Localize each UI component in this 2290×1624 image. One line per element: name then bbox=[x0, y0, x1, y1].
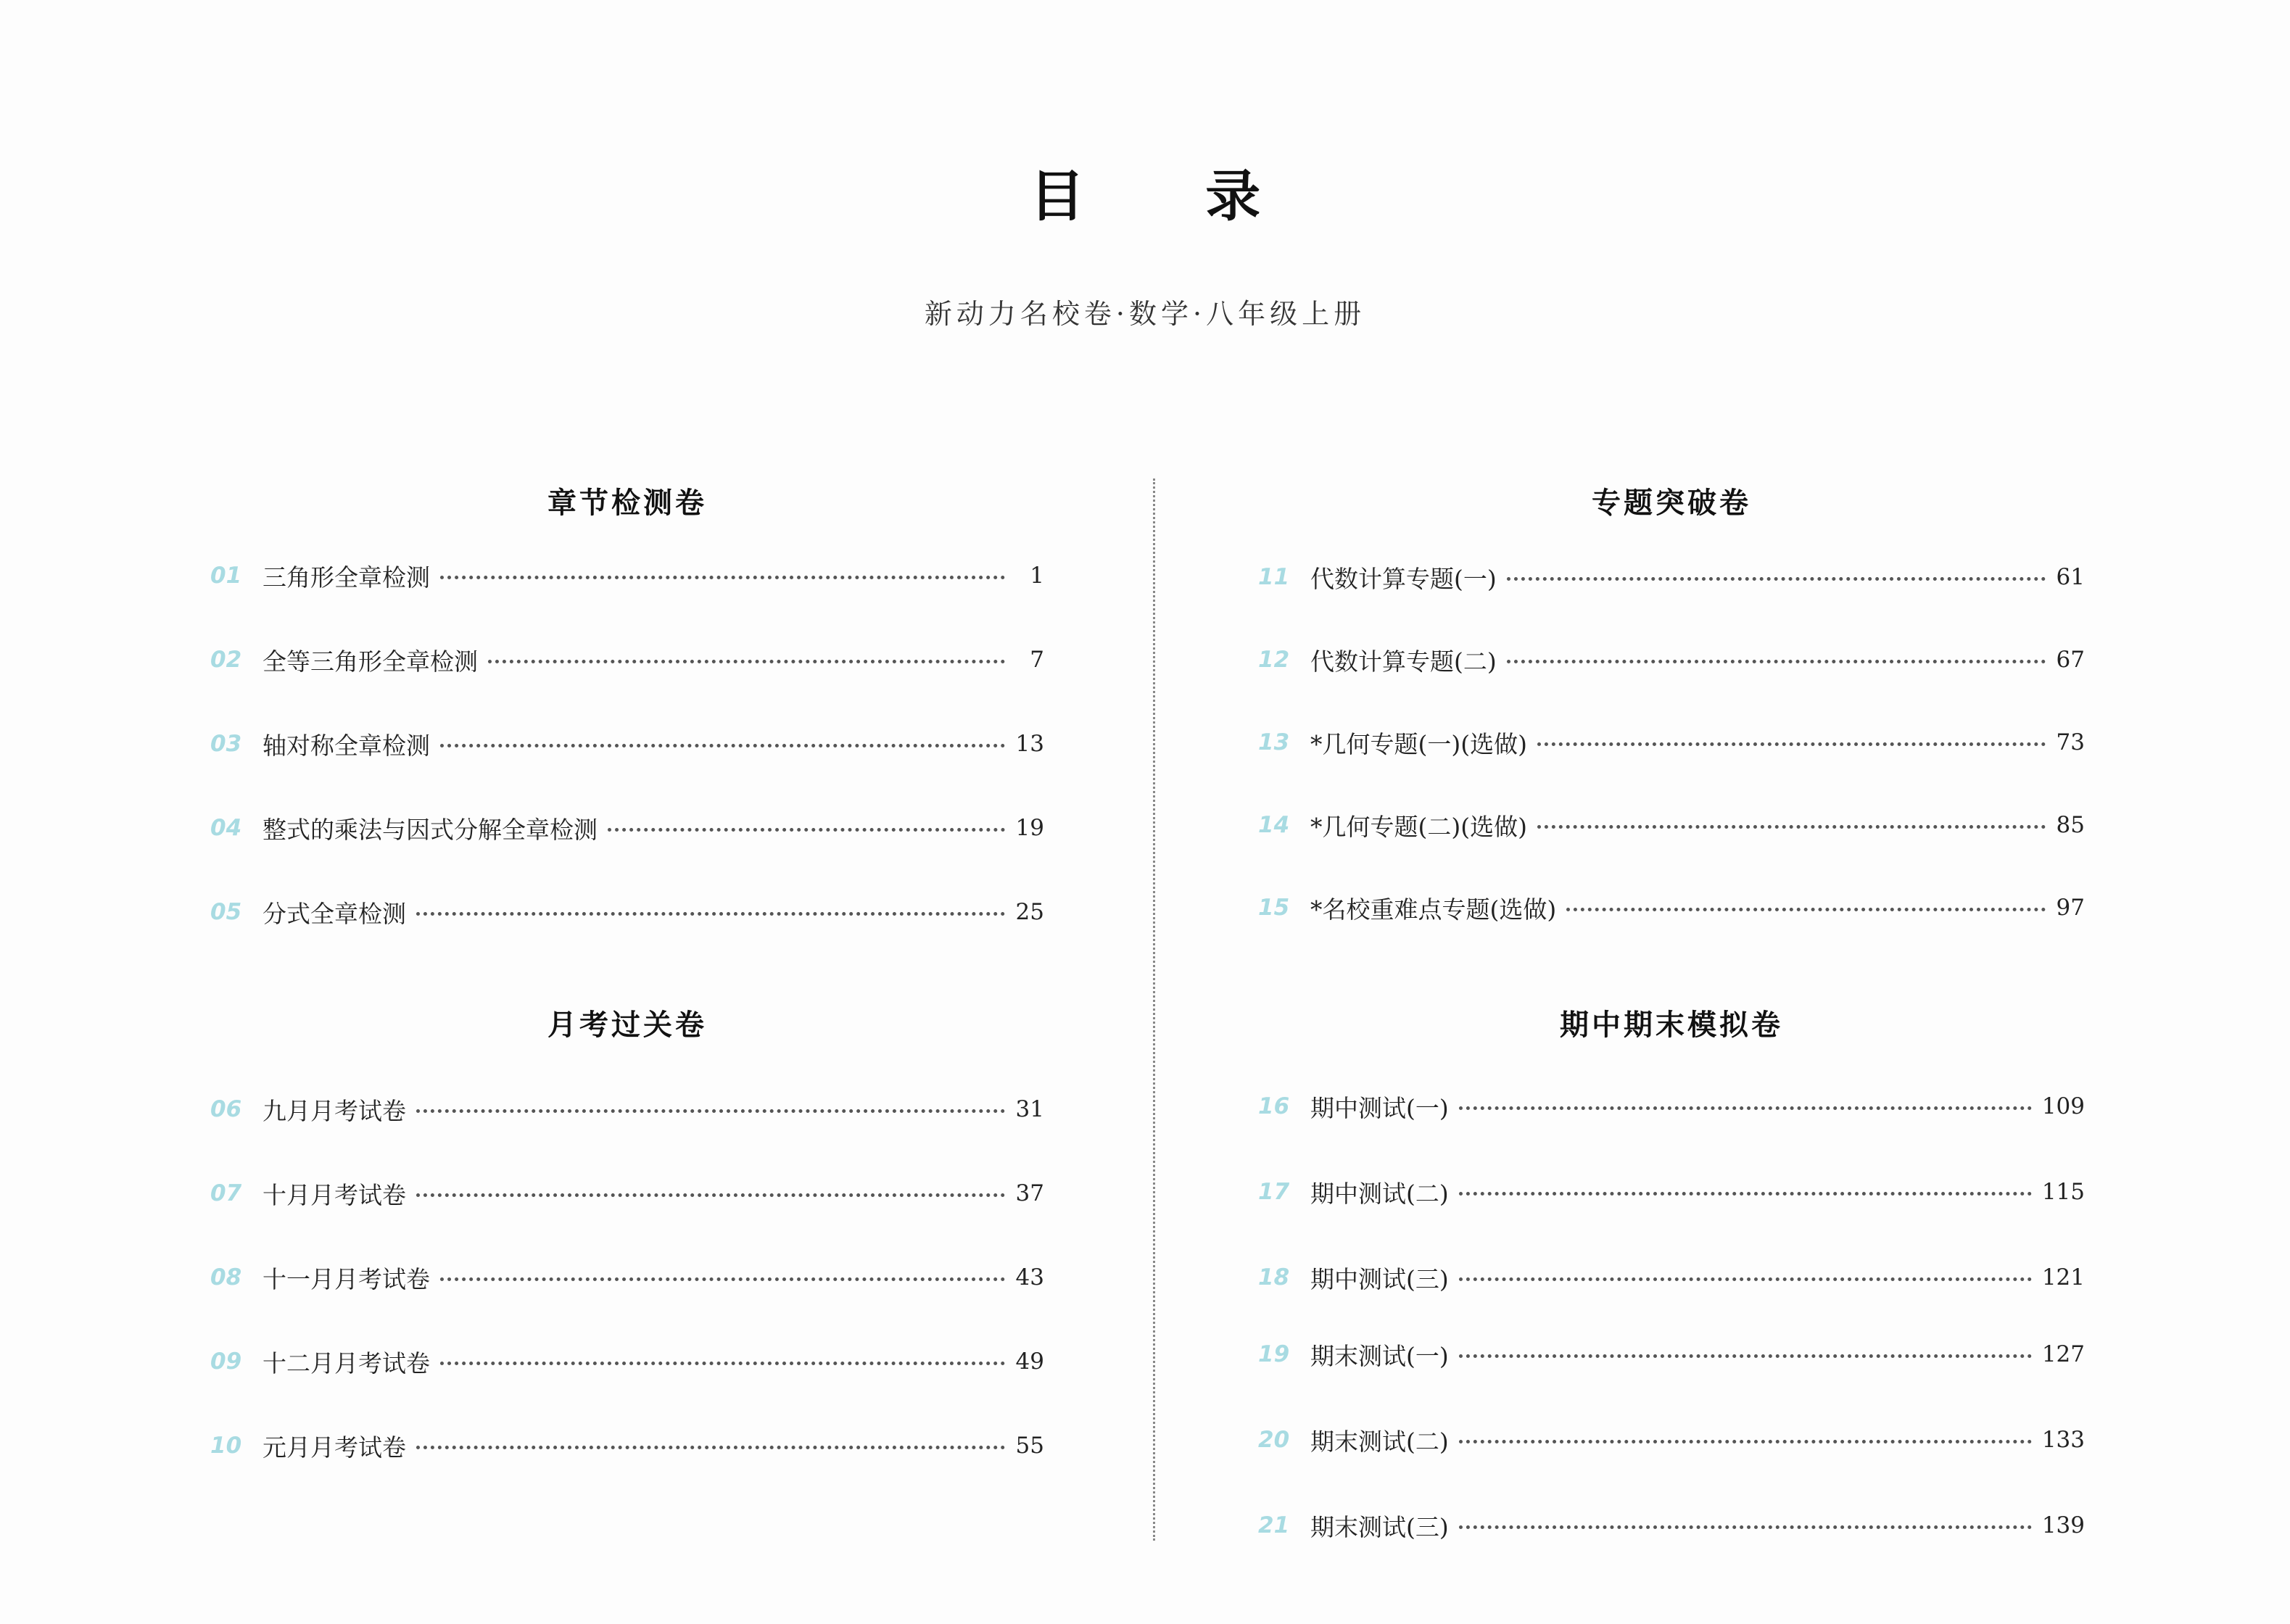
entry-page: 73 bbox=[2056, 729, 2085, 755]
entry-label: 分式全章检测 bbox=[263, 899, 406, 928]
dot-leader bbox=[1459, 1106, 2032, 1110]
entry-number: 01 bbox=[210, 563, 242, 589]
entry-label: 代数计算专题(二) bbox=[1310, 647, 1497, 676]
entry-label: 期中测试(二) bbox=[1310, 1179, 1449, 1208]
entry-page: 115 bbox=[2041, 1179, 2085, 1205]
toc-entry-11[interactable] bbox=[1258, 557, 2085, 597]
entry-label: 轴对称全章检测 bbox=[263, 731, 430, 760]
entry-label: 期末测试(一) bbox=[1310, 1341, 1449, 1370]
entry-number: 16 bbox=[1258, 1093, 1290, 1119]
entry-page: 7 bbox=[1030, 647, 1044, 673]
entry-number: 09 bbox=[210, 1348, 242, 1375]
entry-label: 期末测试(三) bbox=[1310, 1512, 1449, 1541]
entry-number: 11 bbox=[1258, 564, 1290, 590]
entry-number: 08 bbox=[210, 1264, 242, 1290]
toc-entry-14[interactable] bbox=[1258, 805, 2085, 845]
toc-entry-19[interactable] bbox=[1258, 1334, 2085, 1375]
entry-number: 13 bbox=[1258, 729, 1290, 755]
entry-number: 14 bbox=[1258, 812, 1290, 838]
toc-entry-01[interactable] bbox=[210, 555, 1044, 596]
entry-number: 17 bbox=[1258, 1179, 1290, 1205]
entry-label: 十二月月考试卷 bbox=[263, 1348, 430, 1378]
entry-number: 02 bbox=[210, 647, 242, 673]
entry-label: 期末测试(二) bbox=[1310, 1427, 1449, 1456]
entry-page: 109 bbox=[2041, 1093, 2085, 1119]
dot-leader bbox=[416, 1446, 1005, 1449]
toc-entry-10[interactable] bbox=[210, 1425, 1044, 1466]
toc-entry-02[interactable] bbox=[210, 639, 1044, 680]
entry-number: 20 bbox=[1258, 1427, 1290, 1453]
toc-entry-06[interactable] bbox=[210, 1089, 1044, 1130]
entry-number: 15 bbox=[1258, 895, 1290, 921]
entry-page: 127 bbox=[2041, 1341, 2085, 1367]
toc-entry-17[interactable] bbox=[1258, 1172, 2085, 1212]
dot-leader bbox=[440, 1362, 1005, 1365]
entry-label: 代数计算专题(一) bbox=[1310, 564, 1497, 593]
dot-leader bbox=[440, 1277, 1005, 1281]
dot-leader bbox=[1566, 908, 2046, 911]
toc-entry-03[interactable] bbox=[210, 724, 1044, 764]
toc-entry-18[interactable] bbox=[1258, 1257, 2085, 1298]
toc-entry-21[interactable] bbox=[1258, 1505, 2085, 1546]
entry-label: 期中测试(一) bbox=[1310, 1093, 1449, 1122]
entry-label: *几何专题(二)(选做) bbox=[1310, 812, 1527, 841]
entry-label: 三角形全章检测 bbox=[263, 563, 430, 592]
dot-leader bbox=[1459, 1192, 2032, 1196]
dot-leader bbox=[416, 912, 1005, 916]
dot-leader bbox=[440, 744, 1005, 747]
dot-leader bbox=[1507, 660, 2046, 663]
section-title-midterm-final: 期中期末模拟卷 bbox=[1560, 1008, 1783, 1042]
dot-leader bbox=[488, 660, 1005, 663]
entry-page: 121 bbox=[2041, 1264, 2085, 1290]
entry-page: 67 bbox=[2056, 647, 2085, 673]
entry-label: 九月月考试卷 bbox=[263, 1096, 406, 1125]
page-subtitle: 新动力名校卷·数学·八年级上册 bbox=[924, 298, 1366, 330]
entry-page: 139 bbox=[2041, 1512, 2085, 1538]
entry-label: 元月月考试卷 bbox=[263, 1433, 406, 1462]
entry-number: 05 bbox=[210, 899, 242, 925]
entry-number: 12 bbox=[1258, 647, 1290, 673]
dot-leader bbox=[1537, 825, 2046, 829]
entry-label: *几何专题(一)(选做) bbox=[1310, 729, 1527, 758]
dot-leader bbox=[1459, 1354, 2032, 1358]
entry-page: 55 bbox=[1015, 1433, 1044, 1459]
toc-entry-16[interactable] bbox=[1258, 1086, 2085, 1127]
entry-page: 31 bbox=[1015, 1096, 1044, 1122]
entry-page: 133 bbox=[2041, 1427, 2085, 1453]
entry-number: 07 bbox=[210, 1180, 242, 1206]
toc-entry-15[interactable] bbox=[1258, 887, 2085, 928]
toc-entry-05[interactable] bbox=[210, 892, 1044, 932]
dot-leader bbox=[416, 1193, 1005, 1197]
entry-number: 06 bbox=[210, 1096, 242, 1122]
entry-label: *名校重难点专题(选做) bbox=[1310, 895, 1557, 924]
toc-entry-04[interactable] bbox=[210, 808, 1044, 848]
entry-page: 49 bbox=[1015, 1348, 1044, 1375]
entry-number: 19 bbox=[1258, 1341, 1290, 1367]
entry-page: 85 bbox=[2056, 812, 2085, 838]
column-divider bbox=[1153, 478, 1155, 1541]
entry-number: 03 bbox=[210, 731, 242, 757]
section-title-monthly-tests: 月考过关卷 bbox=[547, 1008, 707, 1042]
toc-entry-08[interactable] bbox=[210, 1257, 1044, 1298]
dot-leader bbox=[1507, 577, 2046, 581]
entry-page: 13 bbox=[1015, 731, 1044, 757]
entry-number: 18 bbox=[1258, 1264, 1290, 1290]
entry-page: 19 bbox=[1015, 815, 1044, 841]
entry-page: 61 bbox=[2056, 564, 2085, 590]
page-title: 目 录 bbox=[1029, 164, 1312, 228]
entry-number: 04 bbox=[210, 815, 242, 841]
section-title-chapter-tests: 章节检测卷 bbox=[547, 486, 707, 520]
entry-label: 十一月月考试卷 bbox=[263, 1264, 430, 1293]
entry-page: 97 bbox=[2056, 895, 2085, 921]
toc-entry-13[interactable] bbox=[1258, 722, 2085, 763]
toc-entry-09[interactable] bbox=[210, 1341, 1044, 1382]
dot-leader bbox=[1459, 1440, 2032, 1443]
dot-leader bbox=[416, 1109, 1005, 1113]
entry-page: 37 bbox=[1015, 1180, 1044, 1206]
toc-entry-12[interactable] bbox=[1258, 639, 2085, 680]
section-title-topic-breakthrough: 专题突破卷 bbox=[1592, 486, 1751, 520]
entry-number: 10 bbox=[210, 1433, 242, 1459]
toc-entry-07[interactable] bbox=[210, 1173, 1044, 1214]
toc-entry-20[interactable] bbox=[1258, 1420, 2085, 1460]
entry-number: 21 bbox=[1258, 1512, 1290, 1538]
entry-page: 1 bbox=[1030, 563, 1044, 589]
dot-leader bbox=[608, 828, 1005, 832]
entry-label: 十月月考试卷 bbox=[263, 1180, 406, 1209]
entry-label: 期中测试(三) bbox=[1310, 1264, 1449, 1293]
entry-label: 全等三角形全章检测 bbox=[263, 647, 478, 676]
entry-page: 25 bbox=[1015, 899, 1044, 925]
dot-leader bbox=[1459, 1277, 2032, 1281]
entry-page: 43 bbox=[1015, 1264, 1044, 1290]
dot-leader bbox=[1537, 742, 2046, 746]
dot-leader bbox=[440, 576, 1005, 579]
dot-leader bbox=[1459, 1525, 2032, 1529]
entry-label: 整式的乘法与因式分解全章检测 bbox=[263, 815, 598, 844]
